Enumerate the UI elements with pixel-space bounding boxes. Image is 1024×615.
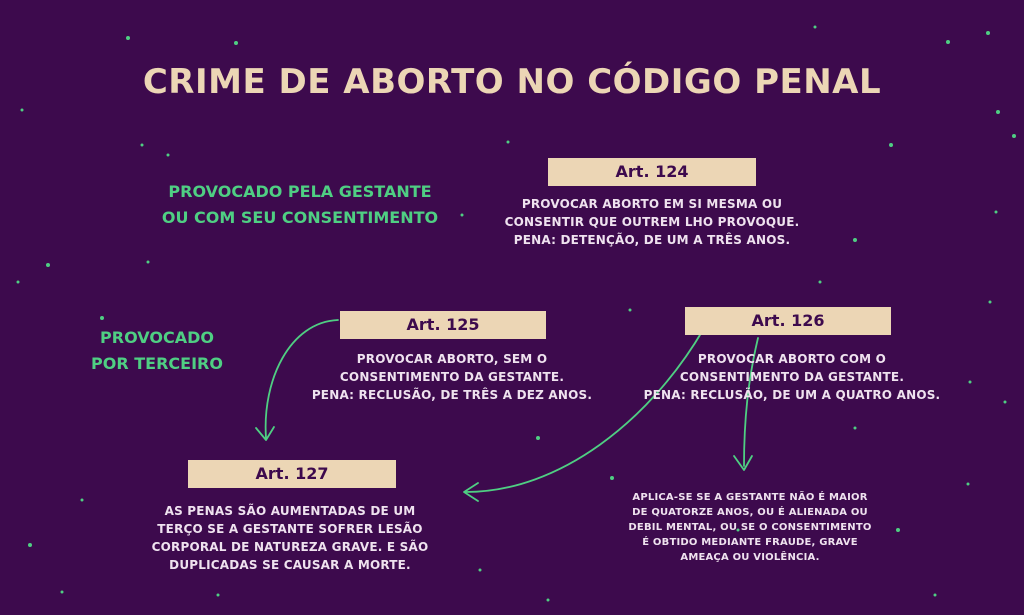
star-dot xyxy=(547,599,550,602)
art-126-line: PROVOCAR ABORTO COM O xyxy=(697,352,887,366)
group-label-line: PROVOCADO xyxy=(100,328,214,347)
star-dot xyxy=(814,26,817,29)
art-126-description xyxy=(610,350,974,404)
note-line: APLICA-SE SE A GESTANTE NÃO É MAIOR xyxy=(632,492,868,503)
art-124-description xyxy=(462,195,842,249)
star-dot xyxy=(234,41,238,45)
art-127-line: CORPORAL DE NATUREZA GRAVE. E SÃO xyxy=(151,540,429,554)
art-125-description xyxy=(262,350,642,404)
star-dot xyxy=(967,483,970,486)
star-dot xyxy=(889,143,893,147)
star-dot xyxy=(46,263,50,267)
star-dot xyxy=(629,309,632,312)
note-line: AMEAÇA OU VIOLÊNCIA. xyxy=(680,552,820,563)
art-125-line: CONSENTIMENTO DA GESTANTE. xyxy=(339,370,565,384)
star-dot xyxy=(81,499,84,502)
group-label-terceiro xyxy=(72,325,242,377)
art-127-line: TERÇO SE A GESTANTE SOFRER LESÃO xyxy=(157,522,423,536)
star-dot xyxy=(28,543,32,547)
star-dot xyxy=(147,261,150,264)
star-dot xyxy=(21,109,24,112)
star-dot xyxy=(995,211,998,214)
star-dot xyxy=(819,281,822,284)
art-125-line: PROVOCAR ABORTO, SEM O xyxy=(356,352,548,366)
art-125-line: PENA: RECLUSÃO, DE TRÊS A DEZ ANOS. xyxy=(311,388,593,402)
arrowhead-126-to-note xyxy=(734,456,752,470)
star-dot xyxy=(854,427,857,430)
star-dot xyxy=(1012,134,1016,138)
art-127-line: AS PENAS SÃO AUMENTADAS DE UM xyxy=(164,504,416,518)
art-124-line: CONSENTIR QUE OUTREM LHO PROVOQUE. xyxy=(504,215,800,229)
art-127-description xyxy=(120,502,460,574)
star-dot xyxy=(217,594,220,597)
note-line: DEBIL MENTAL, OU SE O CONSENTIMENTO xyxy=(628,522,872,533)
art-126-exception-note xyxy=(600,490,900,565)
art-127-header: Art. 127 xyxy=(188,460,396,488)
star-dot xyxy=(17,281,20,284)
art-125-header: Art. 125 xyxy=(340,311,546,339)
star-dot xyxy=(946,40,950,44)
art-124-line: PENA: DETENÇÃO, DE UM A TRÊS ANOS. xyxy=(513,233,791,247)
note-line: DE QUATORZE ANOS, OU É ALIENADA OU xyxy=(632,507,868,518)
page-title: CRIME DE ABORTO NO CÓDIGO PENAL xyxy=(142,62,882,102)
star-dot xyxy=(479,569,482,572)
group-label-line: POR TERCEIRO xyxy=(91,354,223,373)
star-dot xyxy=(141,144,144,147)
art-126-header: Art. 126 xyxy=(685,307,891,335)
star-dot xyxy=(126,36,130,40)
star-dot xyxy=(536,436,540,440)
group-label-line: OU COM SEU CONSENTIMENTO xyxy=(161,208,439,227)
art-124-header: Art. 124 xyxy=(548,158,756,186)
art-127-line: DUPLICADAS SE CAUSAR A MORTE. xyxy=(169,558,411,572)
group-label-line: PROVOCADO PELA GESTANTE xyxy=(168,182,432,201)
note-line: É OBTIDO MEDIANTE FRAUDE, GRAVE xyxy=(642,537,858,548)
star-dot xyxy=(986,31,990,35)
art-126-line: CONSENTIMENTO DA GESTANTE. xyxy=(679,370,905,384)
star-dot xyxy=(507,141,510,144)
star-dot xyxy=(853,238,857,242)
star-dot xyxy=(610,476,614,480)
star-dot xyxy=(1004,401,1007,404)
star-dot xyxy=(989,301,992,304)
star-dot xyxy=(996,110,1000,114)
group-label-gestante xyxy=(140,179,460,231)
star-dot xyxy=(934,594,937,597)
art-124-line: PROVOCAR ABORTO EM SI MESMA OU xyxy=(521,197,783,211)
star-dot xyxy=(61,591,64,594)
star-dot xyxy=(167,154,170,157)
star-dot xyxy=(100,316,104,320)
art-126-line: PENA: RECLUSÃO, DE UM A QUATRO ANOS. xyxy=(643,388,941,402)
